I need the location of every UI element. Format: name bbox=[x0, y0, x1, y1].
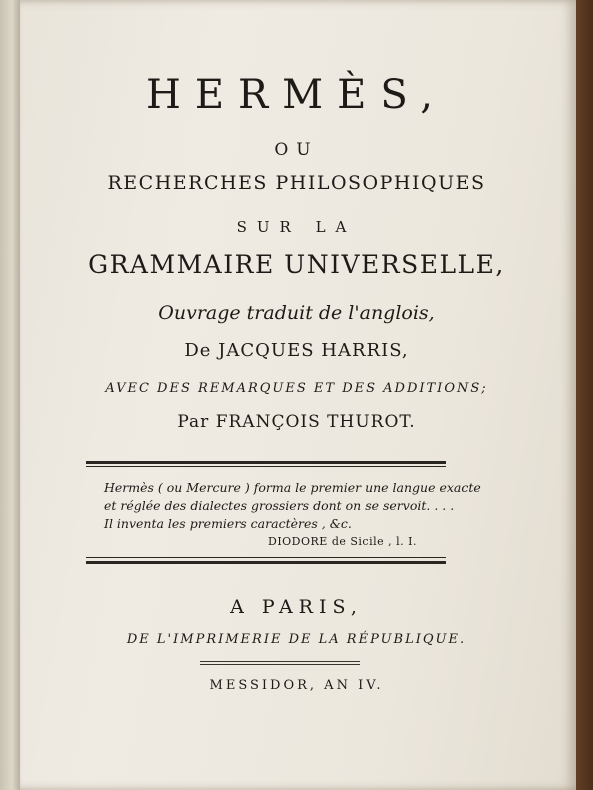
imprint-rule bbox=[200, 661, 360, 662]
imprint-printer: DE L'IMPRIMERIE DE LA RÉPUBLIQUE. bbox=[126, 632, 467, 647]
remarks-line: AVEC DES REMARQUES ET DES ADDITIONS; bbox=[105, 381, 488, 396]
imprint-place: A PARIS, bbox=[230, 596, 363, 618]
imprint-date: MESSIDOR, AN IV. bbox=[209, 678, 384, 693]
top-rule-thin bbox=[86, 466, 446, 467]
translation-note: Ouvrage traduit de l'anglois, bbox=[158, 302, 435, 324]
epigraph-line-2: et réglée des dialectes grossiers dont on se servoit. . . . bbox=[104, 498, 455, 513]
author-line: De JACQUES HARRIS, bbox=[184, 340, 409, 361]
book-title: HERMÈS, bbox=[145, 72, 448, 118]
imprint-rule-2 bbox=[200, 664, 360, 665]
epigraph-attribution: DIODORE de Sicile , l. I. bbox=[268, 535, 417, 548]
translator-line: Par FRANÇOIS THUROT. bbox=[177, 412, 416, 432]
epigraph-line-1: Hermès ( ou Mercure ) forma le premier une langue exacte bbox=[104, 480, 481, 495]
bottom-rule-thin bbox=[86, 557, 446, 558]
conjunction-ou: OU bbox=[274, 140, 319, 160]
top-rule bbox=[86, 461, 446, 464]
sur-la: SUR LA bbox=[236, 218, 357, 236]
subtitle-grammaire: GRAMMAIRE UNIVERSELLE, bbox=[88, 250, 505, 279]
subtitle-recherches: RECHERCHES PHILOSOPHIQUES bbox=[107, 172, 486, 194]
bottom-rule bbox=[86, 561, 446, 564]
epigraph-line-3: Il inventa les premiers caractères , &c. bbox=[104, 516, 352, 531]
